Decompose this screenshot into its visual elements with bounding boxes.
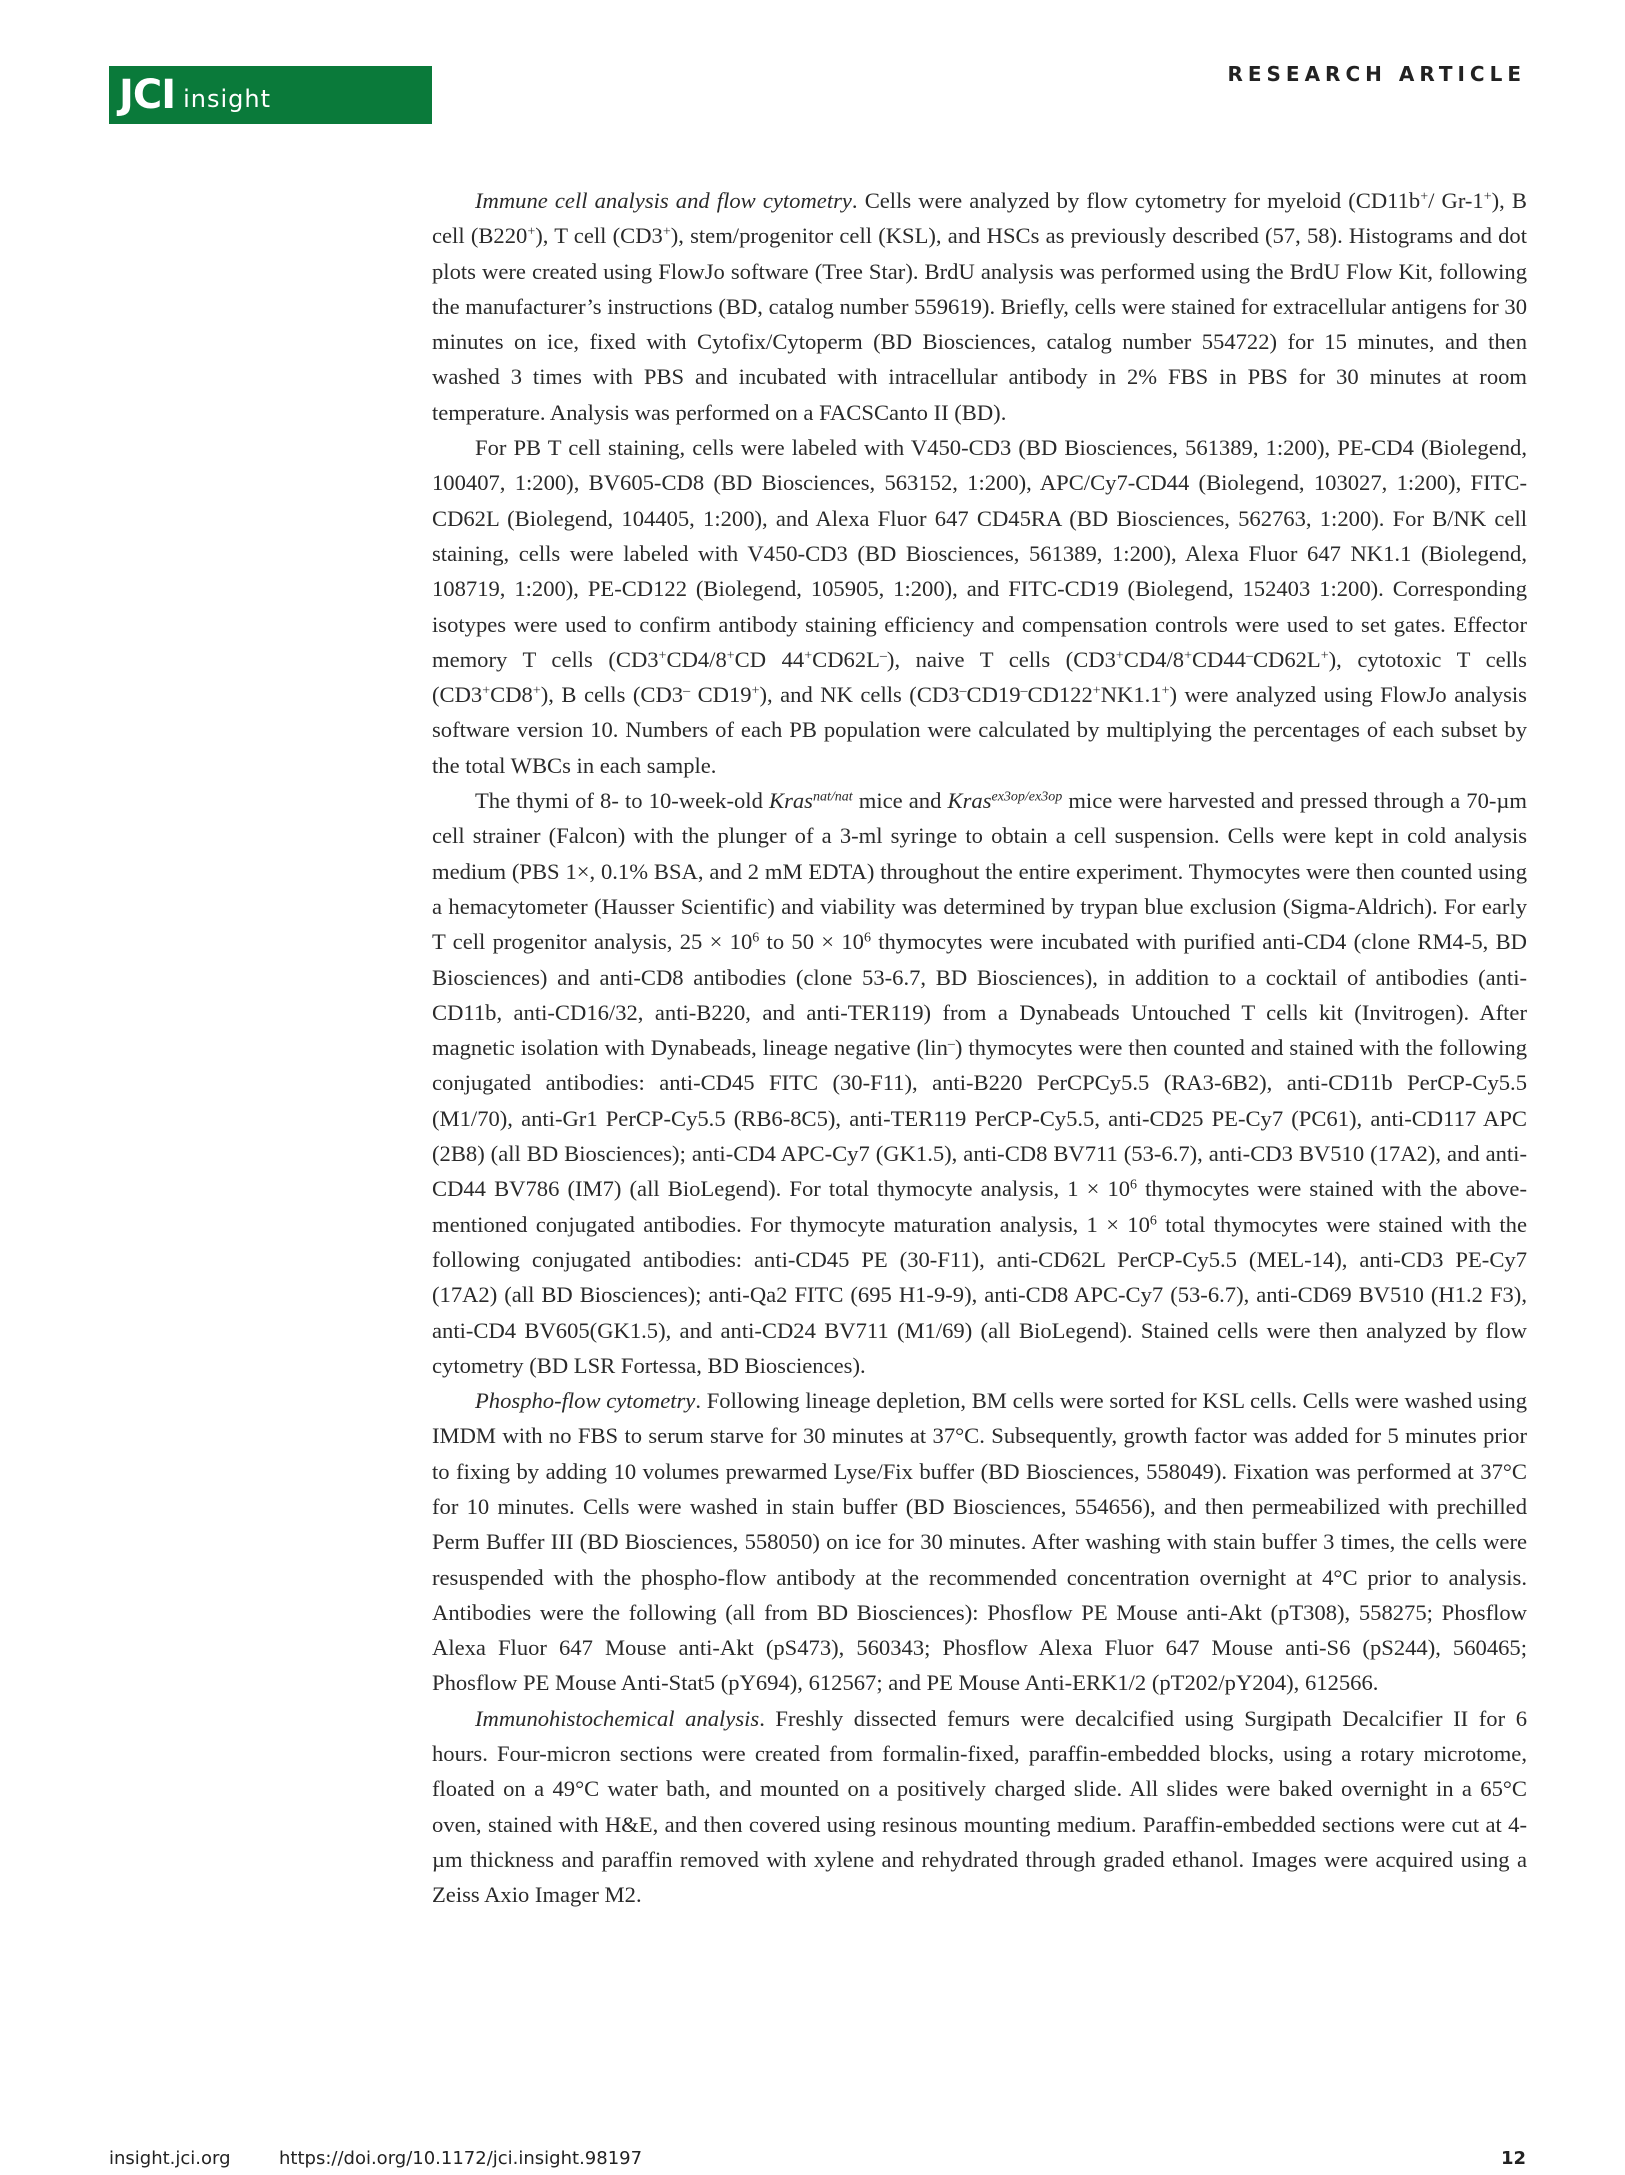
logo-main-text: JCI bbox=[119, 72, 176, 118]
paragraph bbox=[432, 783, 1527, 1383]
paragraph bbox=[432, 430, 1527, 783]
paragraph-text: Cells were analyzed by flow cytometry for myeloid (CD11b+/ Gr-1+), B cell (B220+), T cell (CD3+), stem/progenitor cell (KSL), and HSCs as previously described (57, 58). Histograms and dot plots were created using FlowJo software (Tree Star). BrdU analysis was performed using the BrdU Flow Kit, following the manufacturer’s instructions (BD, catalog number 559619). Briefly, cells were stained for extracellular antigens for 30 minutes on ice, fixed with Cytofix/Cytoperm (BD Biosciences, catalog number 554722) for 15 minutes, and then washed 3 times with PBS and incubated with intracellular antibody in 2% FBS in PBS for 30 minutes at room temperature. Analysis was performed on a FACSCanto II (BD). bbox=[432, 188, 1528, 425]
article-body bbox=[432, 183, 1527, 1913]
paragraph: Immunohistochemical analysis. Freshly dissected femurs were decalcified using Surgipath Decalcifier II for 6 hours. Four-micron sections were created from formalin-fixed, paraffin-embedded blocks, using a rotary microtome, floated on a 49°C water bath, and mounted on a positively charged slide. All slides were baked overnight in a 65°C oven, stained with H&E, and then covered using resinous mounting medium. Paraffin-embedded sections were cut at 4-µm thickness and paraffin removed with xylene and rehydrated through graded ethanol. Images were acquired using a Zeiss Axio Imager M2. bbox=[432, 1705, 1528, 1908]
section-label: RESEARCH ARTICLE bbox=[1227, 62, 1526, 86]
logo-sub-text: insight bbox=[183, 85, 272, 113]
journal-logo bbox=[109, 66, 432, 124]
paragraph-heading: Phospho-flow cytometry bbox=[475, 1388, 696, 1414]
page-number: 12 bbox=[1500, 2148, 1526, 2169]
journal-url[interactable]: insight.jci.org bbox=[109, 2148, 231, 2169]
paragraph-text: The thymi of 8- to 10-week-old Kras$^{nat/nat}$ mice and Kras$^{ex3op/ex3op}$ mice were harvested and pressed through a 70-µm cell strainer (Falcon) with the plunger of a 3-ml syringe to obtain a cell suspension. Cells were kept in cold analysis medium (PBS 1×, 0.1% BSA, and 2 mM EDTA) throughout the entire experiment. Thymocytes were then counted using a hemacytometer (Hausser Scientific) and viability was determined by trypan blue exclusion (Sigma-Aldrich). For early T cell progenitor analysis, $25 \times 10^6$ to $50 \times 10^6$ thymocytes were incubated with purified anti-CD4 (clone RM4-5, BD Biosciences) and anti-CD8 antibodies (clone 53-6.7, BD Biosciences), in addition to a cocktail of antibodies (anti-CD11b, anti-CD16/32, anti-B220, and anti-TER119) from a Dynabeads Untouched T cells kit (Invitrogen). After magnetic isolation with Dynabeads, lineage negative (lin–) thymocytes were then counted and stained with the following conjugated antibodies: anti-CD45 FITC (30-F11), anti-B220 PerCPCy5.5 (RA3-6B2), anti-CD11b PerCP-Cy5.5 (M1/70), anti-Gr1 PerCP-Cy5.5 (RB6-8C5), anti-TER119 PerCP-Cy5.5, anti-CD25 PE-Cy7 (PC61), anti-CD117 APC (2B8) (all BD Biosciences); anti-CD4 APC-Cy7 (GK1.5), anti-CD8 BV711 (53-6.7), anti-CD3 BV510 (17A2), and anti-CD44 BV786 (IM7) (all BioLegend). For total thymocyte analysis, $1 \times 10^6$ thymocytes were stained with the above-mentioned conjugated antibodies. For thymocyte maturation analysis, $1 \times 10^6$ total thymocytes were stained with the following conjugated antibodies: anti-CD45 PE (30-F11), anti-CD62L PerCP-Cy5.5 (MEL-14), anti-CD3 PE-Cy7 (17A2) (all BD Biosciences); anti-Qa2 FITC (695 H1-9-9), anti-CD8 APC-Cy7 (53-6.7), anti-CD69 BV510 (H1.2 F3), anti-CD4 BV605(GK1.5), and anti-CD24 BV711 (M1/69) (all BioLegend). Stained cells were then analyzed by flow cytometry (BD LSR Fortessa, BD Biosciences). bbox=[432, 788, 1528, 1378]
paragraph-text: Freshly dissected femurs were decalcified using Surgipath Decalcifier II for 6 hours. Four-micron sections were created from formalin-fixed, paraffin-embedded blocks, using a rotary microtome, floated on a 49°C water bath, and mounted on a positively charged slide. All slides were baked overnight in a 65°C oven, stained with H&E, and then covered using resinous mounting medium. Paraffin-embedded sections were cut at 4-µm thickness and paraffin removed with xylene and rehydrated through graded ethanol. Images were acquired using a Zeiss Axio Imager M2. bbox=[432, 1705, 1528, 1908]
paragraph-heading: Immunohistochemical analysis bbox=[475, 1705, 760, 1731]
paragraph-text: Following lineage depletion, BM cells were sorted for KSL cells. Cells were washed using IMDM with no FBS to serum starve for 30 minutes at 37°C. Subsequently, growth factor was added for 5 minutes prior to fixing by adding 10 volumes prewarmed Lyse/Fix buffer (BD Biosciences, 558049). Fixation was performed at 37°C for 10 minutes. Cells were washed in stain buffer (BD Biosciences, 554656), and then permeabilized with prechilled Perm Buffer III (BD Biosciences, 558050) on ice for 30 minutes. After washing with stain buffer 3 times, the cells were resuspended with the phospho-flow antibody at the recommended concentration overnight at 4°C prior to analysis. Antibodies were the following (all from BD Biosciences): Phosflow PE Mouse anti-Akt (pT308), 558275; Phosflow Alexa Fluor 647 Mouse anti-Akt (pS473), 560343; Phosflow Alexa Fluor 647 Mouse anti-S6 (pS244), 560465; Phosflow PE Mouse Anti-Stat5 (pY694), 612567; and PE Mouse Anti-ERK1/2 (pT202/pY204), 612566. bbox=[432, 1388, 1527, 1696]
paragraph-heading: Immune cell analysis and flow cytometry bbox=[475, 188, 852, 213]
paragraph: Phospho-flow cytometry. Following lineage depletion, BM cells were sorted for KSL cells. Cells were washed using IMDM with no FBS to serum starve for 30 minutes at 37°C. Subsequently, growth factor was added for 5 minutes prior to fixing by adding 10 volumes prewarmed Lyse/Fix buffer (BD Biosciences, 558049). Fixation was performed at 37°C for 10 minutes. Cells were washed in stain buffer (BD Biosciences, 554656), and then permeabilized with prechilled Perm Buffer III (BD Biosciences, 558050) on ice for 30 minutes. After washing with stain buffer 3 times, the cells were resuspended with the phospho-flow antibody at the recommended concentration overnight at 4°C prior to analysis. Antibodies were the following (all from BD Biosciences): Phosflow PE Mouse anti-Akt (pT308), 558275; Phosflow Alexa Fluor 647 Mouse anti-Akt (pS473), 560343; Phosflow Alexa Fluor 647 Mouse anti-S6 (pS244), 560465; Phosflow PE Mouse Anti-Stat5 (pY694), 612567; and PE Mouse Anti-ERK1/2 (pT202/pY204), 612566. bbox=[432, 1388, 1527, 1696]
doi-link[interactable]: https://doi.org/10.1172/jci.insight.98197 bbox=[279, 2148, 643, 2169]
paragraph-text: For PB T cell staining, cells were labeled with V450-CD3 (BD Biosciences, 561389, 1:200), PE-CD4 (Biolegend, 100407, 1:200), BV605-CD8 (BD Biosciences, 563152, 1:200), APC/Cy7-CD44 (Biolegend, 103027, 1:200), FITC-CD62L (Biolegend, 104405, 1:200), and Alexa Fluor 647 CD45RA (BD Biosciences, 562763, 1:200). For B/NK cell staining, cells were labeled with V450-CD3 (BD Biosciences, 561389, 1:200), Alexa Fluor 647 NK1.1 (Biolegend, 108719, 1:200), PE-CD122 (Biolegend, 105905, 1:200), and FITC-CD19 (Biolegend, 152403 1:200). Corresponding isotypes were used to confirm antibody staining efficiency and compensation controls were used to set gates. Effector memory T cells (CD3+CD4/8+CD 44+CD62L–), naive T cells (CD3+CD4/8+CD44–CD62L+), cytotoxic T cells (CD3+CD8+), B cells (CD3– CD19+), and NK cells (CD3–CD19–CD122+NK1.1+) were analyzed using FlowJo analysis software version 10. Numbers of each PB population were calculated by multiplying the percentages of each subset by the total WBCs in each sample. bbox=[432, 435, 1527, 778]
paragraph: Immune cell analysis and flow cytometry. Cells were analyzed by flow cytometry for myeloid (CD11b+/ Gr-1+), B cell (B220+), T cell (CD3+), stem/progenitor cell (KSL), and HSCs as previously described (57, 58). Histograms and dot plots were created using FlowJo software (Tree Star). BrdU analysis was performed using the BrdU Flow Kit, following the manufacturer’s instructions (BD, catalog number 559619). Briefly, cells were stained for extracellular antigens for 30 minutes on ice, fixed with Cytofix/Cytoperm (BD Biosciences, catalog number 554722) for 15 minutes, and then washed 3 times with PBS and incubated with intracellular antibody in 2% FBS in PBS for 30 minutes at room temperature. Analysis was performed on a FACSCanto II (BD). bbox=[432, 188, 1528, 425]
